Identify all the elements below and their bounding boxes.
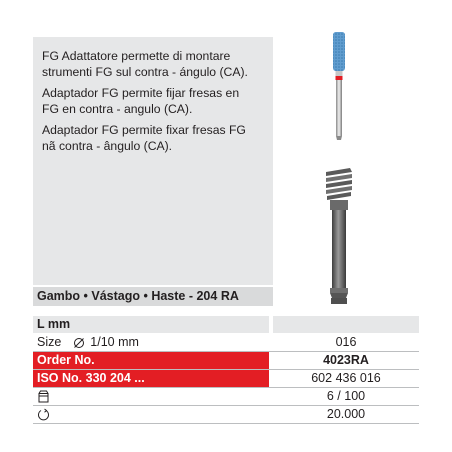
product-images [290, 30, 410, 310]
package-value: 6 / 100 [326, 389, 366, 403]
size-unit: 1/10 mm [90, 335, 139, 349]
order-value: 4023RA [323, 353, 369, 367]
diameter-icon [73, 337, 85, 349]
table-row-iso [33, 370, 419, 387]
table-row-package [33, 388, 419, 405]
description-portuguese-line-1: Adaptador FG permite fixar fresas FG [42, 123, 246, 137]
table-row-speed [33, 406, 419, 423]
description-spanish [42, 85, 270, 117]
speed-label-cell [33, 406, 269, 423]
description-spanish-line-2: FG en contra - angulo (CA). [42, 102, 193, 116]
shank-header-label: Gambo • Vástago • Haste - 204 RA [37, 289, 239, 303]
shank-header [33, 287, 273, 306]
table-row-order [33, 352, 419, 369]
description-portuguese [42, 122, 270, 154]
table-row-length [33, 316, 419, 333]
size-label: Size [37, 335, 62, 349]
description-box [33, 37, 273, 285]
length-label: L mm [33, 316, 269, 333]
description-italian-line-1: FG Adattatore permette di montare [42, 49, 231, 63]
color-ring [336, 76, 343, 80]
size-value: 016 [335, 335, 357, 349]
description-spanish-line-1: Adaptador FG permite fijar fresas en [42, 86, 240, 100]
package-label-cell [33, 388, 269, 405]
length-value [273, 316, 419, 333]
adaptor-shank-image [326, 168, 352, 304]
package-icon [37, 390, 50, 403]
divider [33, 423, 419, 424]
iso-value: 602 436 016 [311, 371, 381, 385]
table-row-size [33, 334, 419, 351]
speed-value: 20.000 [326, 407, 366, 421]
rotation-icon [37, 408, 50, 421]
order-label: Order No. [33, 352, 269, 369]
iso-label: ISO No. 330 204 ... [33, 370, 269, 387]
description-italian-line-2: strumenti FG sul contra - ángulo (CA). [42, 65, 248, 79]
size-label-cell [33, 334, 269, 351]
description-italian [42, 48, 270, 80]
diamond-bur-image [333, 32, 345, 140]
description-portuguese-line-2: nã contra - ângulo (CA). [42, 139, 173, 153]
